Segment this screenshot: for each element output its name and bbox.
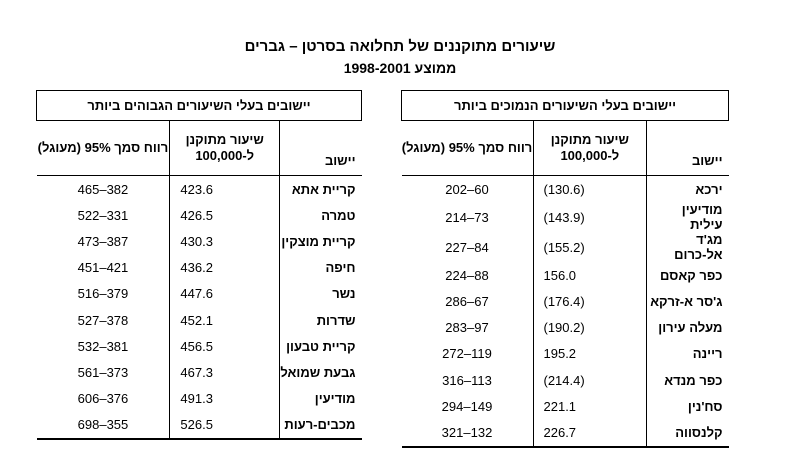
rate-value: 436.2 [170,255,280,281]
rate-value: 467.3 [170,359,280,385]
ci-range: 379–516 [77,286,129,302]
header-settlement: יישוב [280,121,362,176]
table-row [37,307,362,333]
table-row [37,176,362,203]
high-rates-table [36,90,362,440]
rate-value: 452.1 [170,307,280,333]
low-rates-table [401,90,729,448]
settlement-name: ריינה [647,341,729,367]
header-ci: רווח סמך 95% (מעוגל) [37,121,170,176]
ci-range: 376–606 [77,391,129,407]
rate-value: (143.9) [533,202,647,232]
rate-value: 226.7 [533,419,647,446]
ci-range: 132–321 [441,424,493,440]
table-row [402,315,729,341]
ci-range: 331–522 [77,207,129,223]
table-row [402,232,729,262]
table-row [402,367,729,393]
ci-range: 382–465 [77,181,129,197]
settlement-name: מעלה עירון [647,315,729,341]
ci-range: 84–227 [445,239,489,255]
settlement-name: גבעת שמואל [280,359,362,385]
rate-value: 447.6 [170,281,280,307]
settlement-name: טמרה [280,202,362,228]
settlement-name: כפר קאסם [647,262,729,288]
header-settlement: יישוב [647,121,729,176]
ci-range: 373–561 [77,364,129,380]
rate-value: 156.0 [533,262,647,288]
page-subtitle: ממוצע 1998-2001 [343,60,457,76]
table-row [37,202,362,228]
settlement-name: ירכא [647,176,729,203]
rate-value: 423.6 [170,176,280,203]
rate-value: 426.5 [170,202,280,228]
rate-value: 491.3 [170,386,280,412]
table-row [37,412,362,439]
settlement-name: קריית מוצקין [280,228,362,254]
settlement-name: מג'ד אל-כרום [647,232,729,262]
table-row [37,333,362,359]
ci-range: 355–698 [77,417,129,433]
ci-range: 60–202 [445,181,489,197]
ci-range: 421–451 [77,260,129,276]
rate-value: 456.5 [170,333,280,359]
table-row [402,288,729,314]
table-row [402,202,729,232]
rate-value: (176.4) [533,288,647,314]
rate-value: 221.1 [533,393,647,419]
rate-value: (155.2) [533,232,647,262]
settlement-name: קריית אתא [280,176,362,203]
ci-range: 119–272 [442,346,492,362]
settlement-name: ג'סר א-זרקא [647,288,729,314]
ci-range: 113–316 [442,372,492,388]
settlement-name: קריית טבעון [280,333,362,359]
ci-range: 88–224 [445,267,489,283]
page-title: שיעורים מתוקננים של תחלואה בסרטן – גברים [244,38,556,55]
settlement-name: סח'נין [647,393,729,419]
header-ci: רווח סמך 95% (מעוגל) [402,121,534,176]
table-row [37,255,362,281]
ci-range: 149–294 [441,398,493,414]
header-rate: שיעור מתוקנן ל-100,000 [170,121,280,176]
settlement-name: קלנסווה [647,419,729,446]
ci-range: 67–286 [445,293,489,309]
ci-range: 387–473 [77,233,129,249]
settlement-name: חיפה [280,255,362,281]
table-row [402,262,729,288]
table-row [37,386,362,412]
settlement-name: כפר מנדא [647,367,729,393]
rate-value: (130.6) [533,176,647,203]
table-caption: יישובים בעלי השיעורים הנמוכים ביותר [402,91,729,121]
settlement-name: מודיעין עילית [647,202,729,232]
rate-value: 430.3 [170,228,280,254]
header-rate: שיעור מתוקנן ל-100,000 [533,121,647,176]
rate-value: (190.2) [533,315,647,341]
rate-value: (214.4) [533,367,647,393]
table-row [37,359,362,385]
ci-range: 378–527 [77,312,129,328]
table-caption: יישובים בעלי השיעורים הגבוהים ביותר [37,91,362,121]
ci-range: 97–283 [445,320,489,336]
settlement-name: מודיעין [280,386,362,412]
rate-value: 195.2 [533,341,647,367]
settlement-name: נשר [280,281,362,307]
ci-range: 73–214 [445,209,489,225]
table-row [37,281,362,307]
rate-value: 526.5 [170,412,280,439]
ci-range: 381–532 [77,338,129,354]
table-row [402,419,729,446]
settlement-name: שדרות [280,307,362,333]
settlement-name: מכבים-רעות [280,412,362,439]
table-row [402,176,729,203]
table-row [402,341,729,367]
table-row [402,393,729,419]
table-row [37,228,362,254]
